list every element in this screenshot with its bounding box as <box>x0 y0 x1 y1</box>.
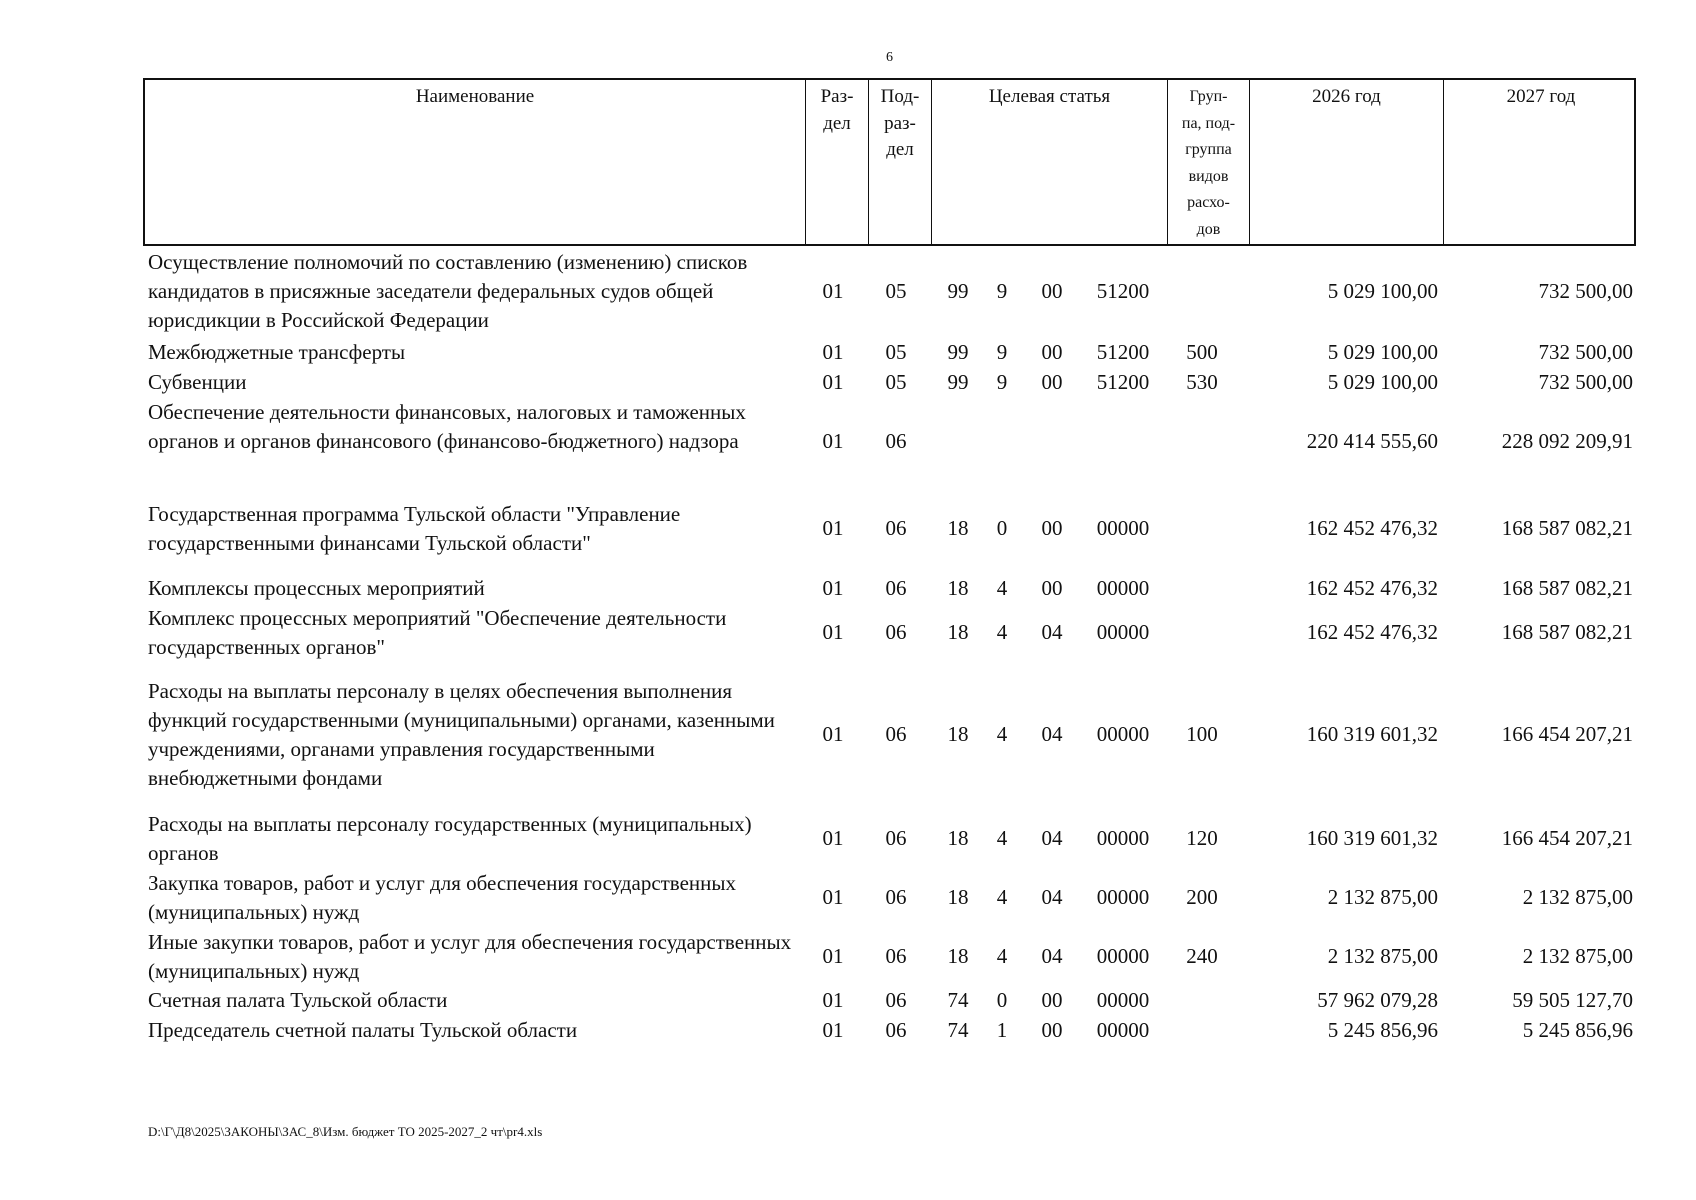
cell-name: Иные закупки товаров, работ и услуг для обеспечения государственных (муниципальных) нужд <box>148 930 792 983</box>
cell-target-direction: 00 <box>1041 516 1063 540</box>
cell-amount-2027: 168 587 082,21 <box>1501 516 1633 540</box>
page-number: 6 <box>886 50 893 65</box>
table-header <box>143 78 1636 246</box>
cell-name: Расходы на выплаты персоналу государственных (муниципальных) органов <box>148 812 752 865</box>
cell-target-code: 00000 <box>1096 722 1150 746</box>
cell-target-subprogram: 0 <box>996 988 1008 1012</box>
cell-amount-2026: 162 452 476,32 <box>1306 516 1438 540</box>
cell-amount-2027: 168 587 082,21 <box>1501 576 1633 600</box>
cell-amount-2027: 59 505 127,70 <box>1512 988 1633 1012</box>
cell-target-program: 99 <box>947 279 969 303</box>
cell-razdel: 01 <box>822 620 844 644</box>
cell-amount-2026: 2 132 875,00 <box>1327 944 1438 968</box>
cell-amount-2026: 162 452 476,32 <box>1306 576 1438 600</box>
cell-target-subprogram: 4 <box>996 620 1008 644</box>
cell-podrazdel: 06 <box>885 429 907 453</box>
cell-target-code: 51200 <box>1096 340 1150 364</box>
cell-target-direction: 04 <box>1041 944 1063 968</box>
cell-target-program: 99 <box>947 370 969 394</box>
cell-razdel: 01 <box>822 340 844 364</box>
cell-target-direction: 04 <box>1041 885 1063 909</box>
cell-podrazdel: 06 <box>885 885 907 909</box>
cell-target-code: 00000 <box>1096 988 1150 1012</box>
cell-podrazdel: 06 <box>885 988 907 1012</box>
cell-target-subprogram: 4 <box>996 944 1008 968</box>
cell-expense-group: 120 <box>1186 826 1218 850</box>
cell-target-subprogram: 9 <box>996 340 1008 364</box>
cell-amount-2026: 5 029 100,00 <box>1327 279 1438 303</box>
cell-target-program: 74 <box>947 988 969 1012</box>
cell-target-direction: 00 <box>1041 988 1063 1012</box>
cell-expense-group: 200 <box>1186 885 1218 909</box>
cell-target-subprogram: 4 <box>996 722 1008 746</box>
header-name: Наименование <box>415 86 535 107</box>
cell-name: Обеспечение деятельности финансовых, налоговых и таможенных органов и органов финансового (финансово-бюджетного) надзора <box>148 400 746 453</box>
cell-target-program: 18 <box>947 620 969 644</box>
cell-name: Комплекс процессных мероприятий "Обеспечение деятельности государственных органов" <box>148 606 727 659</box>
cell-target-subprogram: 4 <box>996 885 1008 909</box>
cell-razdel: 01 <box>822 516 844 540</box>
cell-podrazdel: 06 <box>885 826 907 850</box>
cell-target-code: 00000 <box>1096 944 1150 968</box>
cell-target-code: 00000 <box>1096 576 1150 600</box>
cell-target-program: 99 <box>947 340 969 364</box>
cell-podrazdel: 06 <box>885 516 907 540</box>
cell-name: Председатель счетной палаты Тульской области <box>148 1018 578 1042</box>
cell-amount-2027: 5 245 856,96 <box>1522 1018 1633 1042</box>
cell-podrazdel: 05 <box>885 279 907 303</box>
cell-name: Субвенции <box>148 370 247 394</box>
cell-amount-2027: 166 454 207,21 <box>1501 826 1633 850</box>
cell-amount-2026: 5 029 100,00 <box>1327 340 1438 364</box>
cell-name: Межбюджетные трансферты <box>148 340 406 364</box>
cell-target-subprogram: 4 <box>996 576 1008 600</box>
cell-razdel: 01 <box>822 370 844 394</box>
cell-target-program: 18 <box>947 826 969 850</box>
cell-amount-2026: 57 962 079,28 <box>1317 988 1438 1012</box>
cell-amount-2027: 166 454 207,21 <box>1501 722 1633 746</box>
cell-amount-2026: 160 319 601,32 <box>1306 826 1438 850</box>
cell-razdel: 01 <box>822 885 844 909</box>
cell-podrazdel: 06 <box>885 1018 907 1042</box>
cell-podrazdel: 05 <box>885 370 907 394</box>
cell-razdel: 01 <box>822 988 844 1012</box>
cell-target-code: 00000 <box>1096 516 1150 540</box>
cell-podrazdel: 06 <box>885 576 907 600</box>
cell-target-program: 18 <box>947 722 969 746</box>
cell-target-code: 00000 <box>1096 620 1150 644</box>
cell-name: Счетная палата Тульской области <box>148 988 448 1012</box>
cell-razdel: 01 <box>822 826 844 850</box>
cell-target-direction: 00 <box>1041 279 1063 303</box>
cell-podrazdel: 05 <box>885 340 907 364</box>
cell-razdel: 01 <box>822 429 844 453</box>
cell-razdel: 01 <box>822 722 844 746</box>
cell-target-subprogram: 9 <box>996 279 1008 303</box>
cell-name: Осуществление полномочий по составлению (изменению) списков кандидатов в присяжные заседатели федеральных судов общей юрисдикции в Российской Федерации <box>148 250 748 332</box>
cell-target-direction: 00 <box>1041 340 1063 364</box>
cell-razdel: 01 <box>822 576 844 600</box>
cell-amount-2026: 5 029 100,00 <box>1327 370 1438 394</box>
cell-razdel: 01 <box>822 1018 844 1042</box>
cell-target-code: 00000 <box>1096 885 1150 909</box>
cell-target-subprogram: 0 <box>996 516 1008 540</box>
cell-razdel: 01 <box>822 279 844 303</box>
cell-target-direction: 04 <box>1041 826 1063 850</box>
cell-target-subprogram: 9 <box>996 370 1008 394</box>
cell-name: Расходы на выплаты персоналу в целях обеспечения выполнения функций государственными (муниципальными) органами, казенными учреждениями, органами управления государственными внебюджетными фондами <box>148 679 775 790</box>
cell-amount-2026: 5 245 856,96 <box>1327 1018 1438 1042</box>
cell-expense-group: 100 <box>1186 722 1218 746</box>
cell-expense-group: 240 <box>1186 944 1218 968</box>
cell-amount-2027: 732 500,00 <box>1538 340 1633 364</box>
header-2026: 2026 год <box>1249 80 1443 244</box>
cell-amount-2027: 2 132 875,00 <box>1522 944 1633 968</box>
cell-target-program: 74 <box>947 1018 969 1042</box>
cell-razdel: 01 <box>822 944 844 968</box>
cell-target-code: 00000 <box>1096 1018 1150 1042</box>
cell-amount-2026: 162 452 476,32 <box>1306 620 1438 644</box>
cell-expense-group: 530 <box>1186 370 1218 394</box>
cell-amount-2027: 2 132 875,00 <box>1522 885 1633 909</box>
cell-target-direction: 00 <box>1041 1018 1063 1042</box>
header-2027: 2027 год <box>1443 80 1638 244</box>
cell-target-program: 18 <box>947 944 969 968</box>
cell-podrazdel: 06 <box>885 944 907 968</box>
cell-podrazdel: 06 <box>885 722 907 746</box>
header-expense-group: Груп- па, под- группа видов расхо- дов <box>1167 80 1249 244</box>
cell-target-program: 18 <box>947 885 969 909</box>
cell-target-subprogram: 4 <box>996 826 1008 850</box>
cell-podrazdel: 06 <box>885 620 907 644</box>
cell-target-code: 00000 <box>1096 826 1150 850</box>
cell-name: Закупка товаров, работ и услуг для обеспечения государственных (муниципальных) нужд <box>148 871 737 924</box>
cell-target-subprogram: 1 <box>996 1018 1008 1042</box>
file-path-footer: D:\Г\Д8\2025\ЗАКОНЫ\ЗАС_8\Изм. бюджет ТО 2025-2027_2 чт\pr4.xls <box>148 1124 543 1139</box>
cell-target-direction: 04 <box>1041 722 1063 746</box>
cell-amount-2027: 168 587 082,21 <box>1501 620 1633 644</box>
header-target-article: Целевая статья <box>931 80 1167 244</box>
cell-amount-2027: 228 092 209,91 <box>1501 429 1633 453</box>
cell-target-direction: 04 <box>1041 620 1063 644</box>
cell-target-program: 18 <box>947 516 969 540</box>
cell-name: Комплексы процессных мероприятий <box>148 576 485 600</box>
cell-target-direction: 00 <box>1041 576 1063 600</box>
cell-target-program: 18 <box>947 576 969 600</box>
cell-target-code: 51200 <box>1096 279 1150 303</box>
cell-amount-2027: 732 500,00 <box>1538 279 1633 303</box>
cell-expense-group: 500 <box>1186 340 1218 364</box>
header-razdel: Раз- дел <box>805 80 868 244</box>
cell-amount-2026: 160 319 601,32 <box>1306 722 1438 746</box>
cell-amount-2026: 220 414 555,60 <box>1306 429 1438 453</box>
cell-amount-2027: 732 500,00 <box>1538 370 1633 394</box>
cell-target-direction: 00 <box>1041 370 1063 394</box>
header-podrazdel: Под- раз- дел <box>868 80 931 244</box>
cell-amount-2026: 2 132 875,00 <box>1327 885 1438 909</box>
cell-target-code: 51200 <box>1096 370 1150 394</box>
cell-name: Государственная программа Тульской области "Управление государственными финансами Тульской области" <box>148 502 681 555</box>
